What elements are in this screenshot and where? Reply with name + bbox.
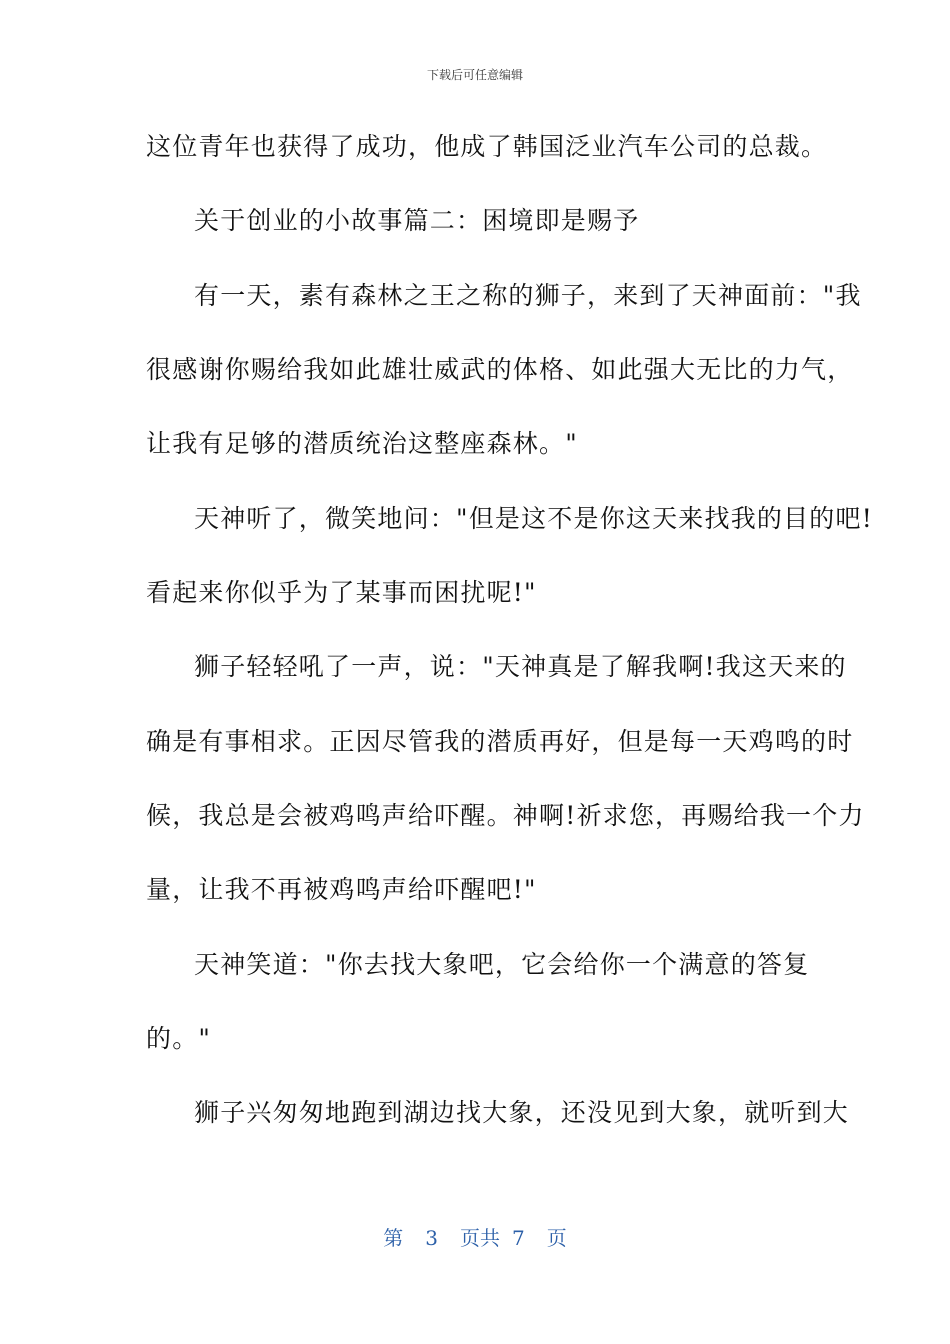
page-current: 3 <box>425 1226 438 1250</box>
text-line-content: 很感谢你赐给我如此雄壮威武的体格、如此强大无比的力气， <box>146 355 854 384</box>
page-total: 7 <box>512 1226 525 1250</box>
text-line-content: 天神笑道："你去找大象吧，它会给你一个满意的答复 <box>194 950 810 979</box>
text-line-content: 量，让我不再被鸡鸣声给吓醒吧!" <box>146 875 537 904</box>
text-line-content: 让我有足够的潜质统治这整座森林。" <box>146 429 578 458</box>
text-line-content: 确是有事相求。正因尽管我的潜质再好，但是每一天鸡鸣的时 <box>146 727 854 756</box>
page-prefix: 第 <box>383 1226 404 1250</box>
text-line-content: 狮子轻轻吼了一声，说："天神真是了解我啊!我这天来的 <box>194 652 847 681</box>
section-heading-text: 关于创业的小故事篇二：困境即是赐予 <box>194 206 640 235</box>
page-suffix: 页 <box>546 1226 567 1250</box>
text-line-content: 狮子兴匆匆地跑到湖边找大象，还没见到大象，就听到大 <box>194 1098 850 1127</box>
text-line-content: 这位青年也获得了成功，他成了韩国泛业汽车公司的总裁。 <box>146 132 828 161</box>
text-line-content: 看起来你似乎为了某事而困扰呢!" <box>146 578 537 607</box>
page-footer <box>0 1225 950 1251</box>
header-note: 下载后可任意编辑 <box>426 68 523 82</box>
text-line-content: 候，我总是会被鸡鸣声给吓醒。神啊!祈求您，再赐给我一个力 <box>146 801 865 830</box>
page-mid: 页共 <box>460 1226 500 1250</box>
text-line-content: 天神听了，微笑地问："但是这不是你这天来找我的目的吧! <box>194 504 873 533</box>
text-line-content: 有一天，素有森林之王之称的狮子，来到了天神面前："我 <box>194 281 862 310</box>
text-line-content: 的。" <box>146 1024 212 1053</box>
